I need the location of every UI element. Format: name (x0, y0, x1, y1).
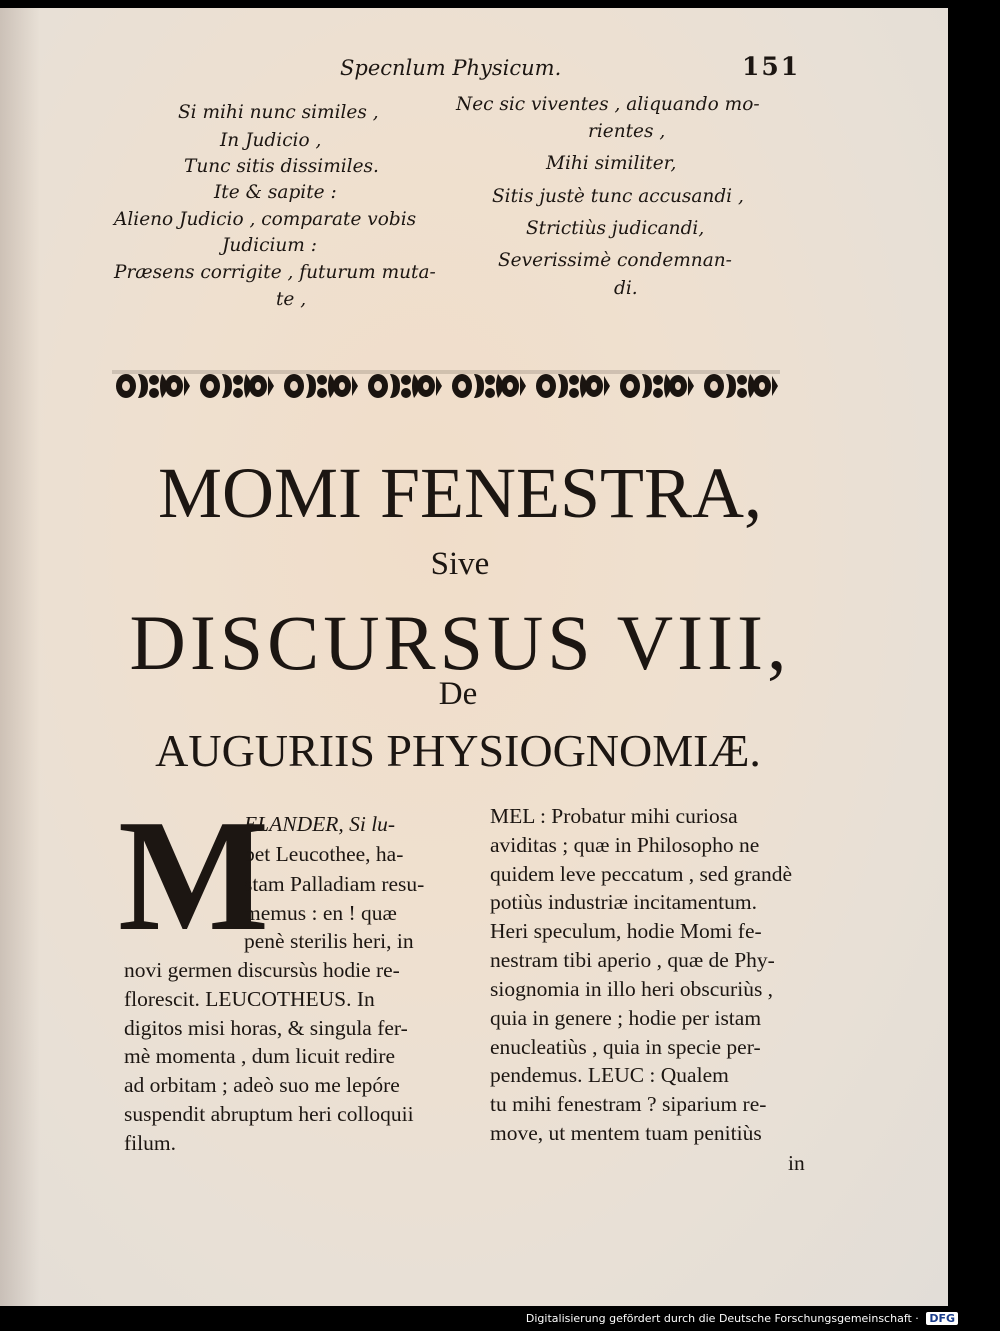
ornamental-band-icon (112, 360, 780, 412)
body-line: Heri speculum, hodie Momi fe- (490, 919, 762, 943)
credit-text: Digitalisierung gefördert durch die Deutsche Forschungsgemeinschaft · (525, 1312, 919, 1325)
verse-line: Tunc sitis dissimiles. (184, 156, 379, 177)
verse-line: Nec sic viventes , aliquando mo- (456, 94, 760, 115)
body-line: ELANDER, Si lu- (244, 812, 396, 836)
verse-line: Alieno Judicio , comparate vobis (114, 209, 417, 230)
body-line: aviditas ; quæ in Philosopho ne (490, 833, 760, 857)
digitization-credit (526, 1312, 958, 1325)
body-line: MEL : Probatur mihi curiosa (490, 804, 738, 828)
body-line: move, ut mentem tuam penitiùs (490, 1121, 762, 1145)
verse-line: Strictiùs judicandi, (526, 218, 705, 239)
body-line: quidem leve peccatum , sed grandè (490, 862, 793, 886)
drop-cap: M (118, 786, 270, 964)
body-line: filum. (124, 1131, 176, 1155)
title-de: De (438, 676, 478, 712)
verse-line: te , (276, 289, 307, 310)
title-discursus: DISCURSUS VIII, (129, 599, 791, 686)
verse-line: Severissimè condemnan- (498, 250, 732, 271)
body-line: florescit. LEUCOTHEUS. In (124, 987, 375, 1011)
body-line: quia in genere ; hodie per istam (490, 1006, 762, 1030)
verse-line: Ite & sapite : (214, 182, 337, 203)
body-line: pendemus. LEUC : Qualem (490, 1063, 729, 1087)
body-line: stam Palladiam resu- (244, 872, 425, 896)
body-line: bet Leucothee, ha- (244, 842, 404, 866)
body-line: penè sterilis heri, in (244, 929, 414, 953)
body-line: siognomia in illo heri obscuriùs , (490, 977, 774, 1001)
body-line: suspendit abruptum heri colloquii (124, 1102, 414, 1126)
title-sive: Sive (430, 546, 490, 582)
body-line: nestram tibi aperio , quæ de Phy- (490, 948, 775, 972)
verse-line: Judicium : (222, 235, 317, 256)
verse-line: di. (614, 278, 638, 299)
title-main: MOMI FENESTRA, (157, 453, 763, 533)
dfg-logo-icon: DFG (926, 1312, 958, 1325)
verse-line: Præsens corrigite , futurum muta- (114, 262, 436, 283)
title-subject: AUGURIIS PHYSIOGNOMIÆ. (155, 725, 761, 776)
verse-line: Si mihi nunc similes , (178, 102, 379, 123)
body-line: potiùs industriæ incitamentum. (490, 890, 757, 914)
body-line: mè momenta , dum licuit redire (124, 1044, 396, 1068)
verse-line: rientes , (588, 121, 666, 142)
body-line: memus : en ! quæ (244, 901, 397, 925)
verse-line: Mihi similiter, (546, 153, 677, 174)
book-page (0, 8, 948, 1306)
body-line: enucleatiùs , quia in specie per- (490, 1035, 761, 1059)
body-line: ad orbitam ; adeò suo me lepóre (124, 1073, 400, 1097)
running-head (0, 52, 948, 90)
body-line: tu mihi fenestram ? siparium re- (490, 1092, 767, 1116)
body-line: digitos misi horas, & singula fer- (124, 1016, 408, 1040)
catchword: in (788, 1151, 805, 1175)
running-title: Specnlum Physicum. (340, 56, 562, 80)
verse-line: In Judicio , (220, 130, 322, 151)
body-line: novi germen discursùs hodie re- (124, 958, 400, 982)
verse-line: Sitis justè tunc accusandi , (492, 186, 744, 207)
page-number: 151 (742, 52, 801, 81)
